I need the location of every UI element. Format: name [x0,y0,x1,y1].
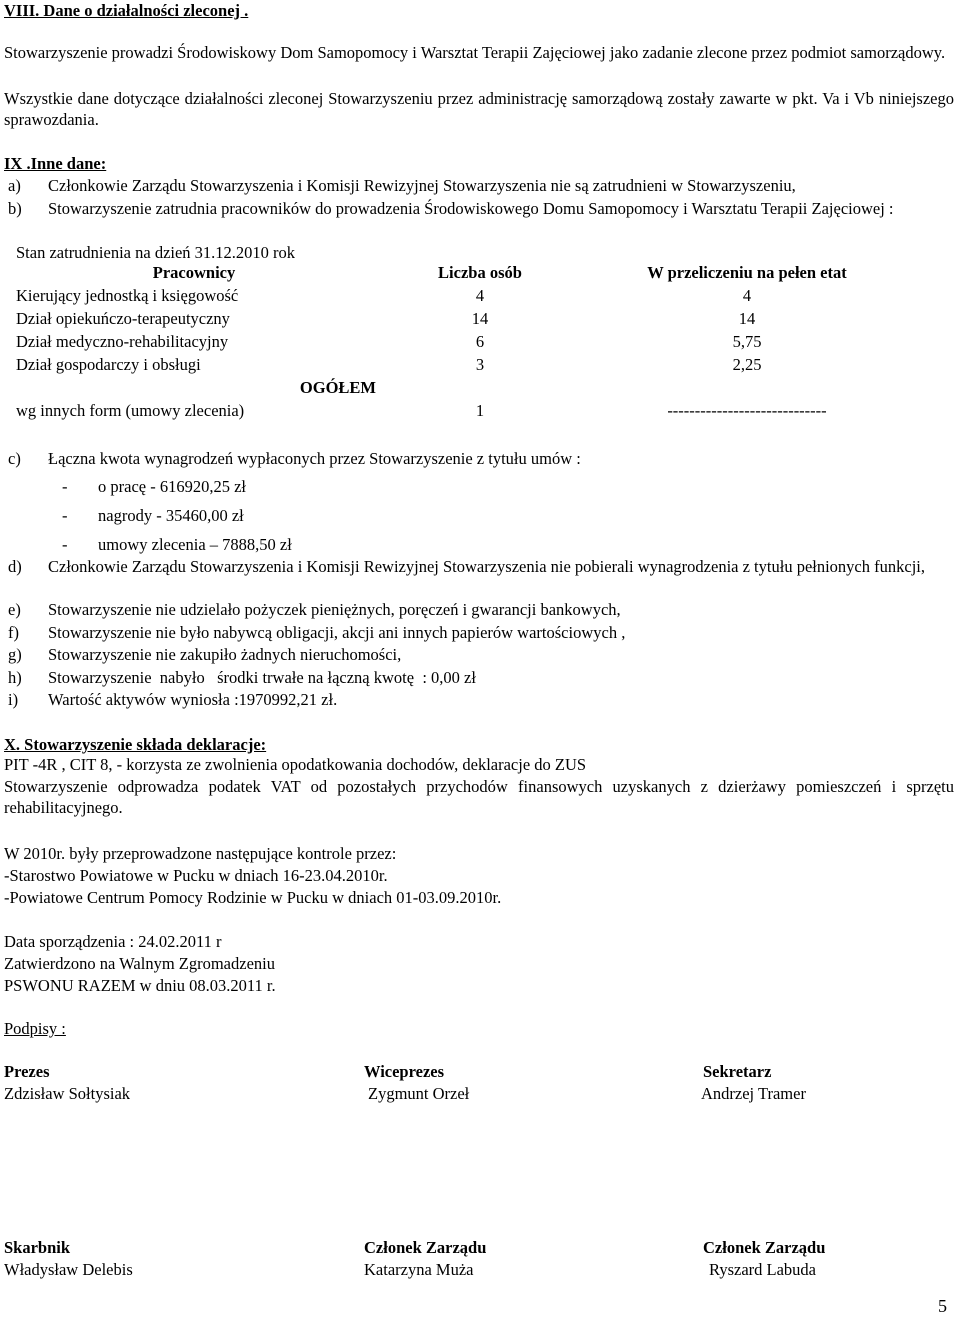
salary-item-text: umowy zlecenia – 7888,50 zł [98,535,292,554]
item-text: Stowarzyszenie zatrudnia pracowników do prowadzenia Środowiskowego Domu Samopomocy i Warsztatu Terapii Zajęciowej : [48,199,894,218]
item-text: Stowarzyszenie nie zakupiło żadnych nieruchomości, [48,645,402,664]
item-label: d) [8,557,22,576]
section-8-title: VIII. Dane o działalności zleconej . [4,1,249,20]
controls-item: -Starostwo Powiatowe w Pucku w dniach 16-23.04.2010r. [4,866,388,885]
column-header-fte: W przeliczeniu na pełen etat [647,263,847,282]
table-cell: wg innych form (umowy zlecenia) [16,401,245,420]
salary-item-text: nagrody - 35460,00 zł [98,506,244,525]
controls-intro: W 2010r. były przeprowadzone następujące kontrole przez: [4,844,397,863]
signature-role-president: Prezes [4,1062,50,1081]
table-row [12,308,910,331]
signatures-label: Podpisy : [4,1019,66,1038]
item-label: a) [8,176,21,195]
item-label: c) [8,449,21,468]
item-text: Stowarzyszenie nie było nabywcą obligacji, akcji ani innych papierów wartościowych , [48,623,626,642]
dash-marker: - [62,535,68,554]
list-item-i [8,689,954,710]
employment-table [12,262,910,423]
table-cell: Dział gospodarczy i obsługi [16,355,201,374]
table-cell: 14 [738,309,756,328]
employment-date: Stan zatrudnienia na dzień 31.12.2010 rok [16,243,296,262]
table-cell: Dział medyczno-rehabilitacyjny [16,332,229,351]
list-item-g [8,644,954,665]
list-item-h [8,667,954,688]
item-label: e) [8,600,21,619]
table-total-row [12,377,910,400]
section-8-paragraph-2: Wszystkie dane dotyczące działalności zleconej Stowarzyszeniu przez administrację samorządową zostały zawarte w pkt. Va i Vb niniejszego sprawozdania. [4,89,954,129]
meeting-date: PSWONU RAZEM w dniu 08.03.2011 r. [4,976,276,995]
approval-note: Zatwierdzono na Walnym Zgromadzeniu [4,954,275,973]
table-cell: 14 [471,309,489,328]
table-cell: 1 [475,401,485,420]
list-item-e [8,599,954,620]
list-item-c [8,448,954,469]
table-row [12,285,910,308]
section-9-title: IX .Inne dane: [4,154,107,173]
list-item-a [8,175,954,196]
section-10-title: X. Stowarzyszenie składa deklaracje: [4,735,267,754]
table-cell: 4 [475,286,485,305]
item-label: h) [8,668,22,687]
table-row [12,400,910,423]
signature-role-treasurer: Skarbnik [4,1238,71,1257]
signature-name-board-member: Ryszard Labuda [709,1260,817,1279]
dash-marker: - [62,477,68,496]
item-text: Członkowie Zarządu Stowarzyszenia i Komisji Rewizyjnej Stowarzyszenia nie pobierali wynagrodzenia z tytułu pełnionych funkcji, [48,557,925,576]
table-cell: 4 [742,286,752,305]
signature-role-secretary: Sekretarz [703,1062,772,1081]
salary-item-text: o pracę - 616920,25 zł [98,477,246,496]
table-cell: Dział opiekuńczo-terapeutyczny [16,309,230,328]
item-text: Stowarzyszenie nabyło środki trwałe na łączną kwotę : 0,00 zł [48,668,476,687]
table-cell: 3 [475,355,485,374]
column-header-count: Liczba osób [438,263,522,282]
page-number: 5 [938,1296,947,1316]
total-label: OGÓŁEM [299,378,376,397]
signature-role-board-member: Członek Zarządu [703,1238,826,1257]
signature-role-vice-president: Wiceprezes [364,1062,445,1081]
list-item-d [8,556,954,577]
dash-marker: - [62,506,68,525]
section-8-paragraph-1: Stowarzyszenie prowadzi Środowiskowy Dom Samopomocy i Warsztat Terapii Zajęciowej jako zadanie zlecone przez podmiot samorządowy. [4,43,946,62]
item-text: Wartość aktywów wyniosła :1970992,21 zł. [48,690,338,709]
item-text: Łączna kwota wynagrodzeń wypłaconych przez Stowarzyszenie z tytułu umów : [48,449,581,468]
item-label: i) [8,690,19,709]
item-label: f) [8,623,19,642]
table-cell: ----------------------------- [667,401,827,420]
section-10-line-1: PIT -4R , CIT 8, - korzysta ze zwolnienia opodatkowania dochodów, deklaracje do ZUS [4,755,587,774]
signature-name-president: Zdzisław Sołtysiak [4,1084,131,1103]
table-row [12,331,910,354]
section-10-line-2: Stowarzyszenie odprowadza podatek VAT od pozostałych przychodów finansowych uzyskanych z dzierżawy pomieszczeń i sprzętu rehabilitacyjnego. [4,777,954,817]
signature-name-secretary: Andrzej Tramer [701,1084,806,1103]
table-cell: Kierujący jednostką i księgowość [16,286,239,305]
list-item-b [8,198,954,219]
item-text: Członkowie Zarządu Stowarzyszenia i Komisji Rewizyjnej Stowarzyszenia nie są zatrudnieni w Stowarzyszeniu, [48,176,796,195]
column-header-employees: Pracownicy [152,263,236,282]
table-row [12,354,910,377]
signature-name-vice-president: Zygmunt Orzeł [368,1084,470,1103]
signature-name-treasurer: Władysław Delebis [4,1260,133,1279]
table-cell: 6 [475,332,485,351]
table-header-row [12,262,910,285]
list-item-f [8,622,954,643]
item-label: g) [8,645,22,664]
table-cell: 5,75 [732,332,762,351]
signature-role-board-member: Członek Zarządu [364,1238,487,1257]
signature-name-board-member: Katarzyna Muża [364,1260,474,1279]
table-cell: 2,25 [732,355,762,374]
item-text: Stowarzyszenie nie udzielało pożyczek pieniężnych, poręczeń i gwarancji bankowych, [48,600,621,619]
controls-item: -Powiatowe Centrum Pomocy Rodzinie w Pucku w dniach 01-03.09.2010r. [4,888,502,907]
document-date: Data sporządzenia : 24.02.2011 r [4,932,222,951]
item-label: b) [8,199,22,218]
